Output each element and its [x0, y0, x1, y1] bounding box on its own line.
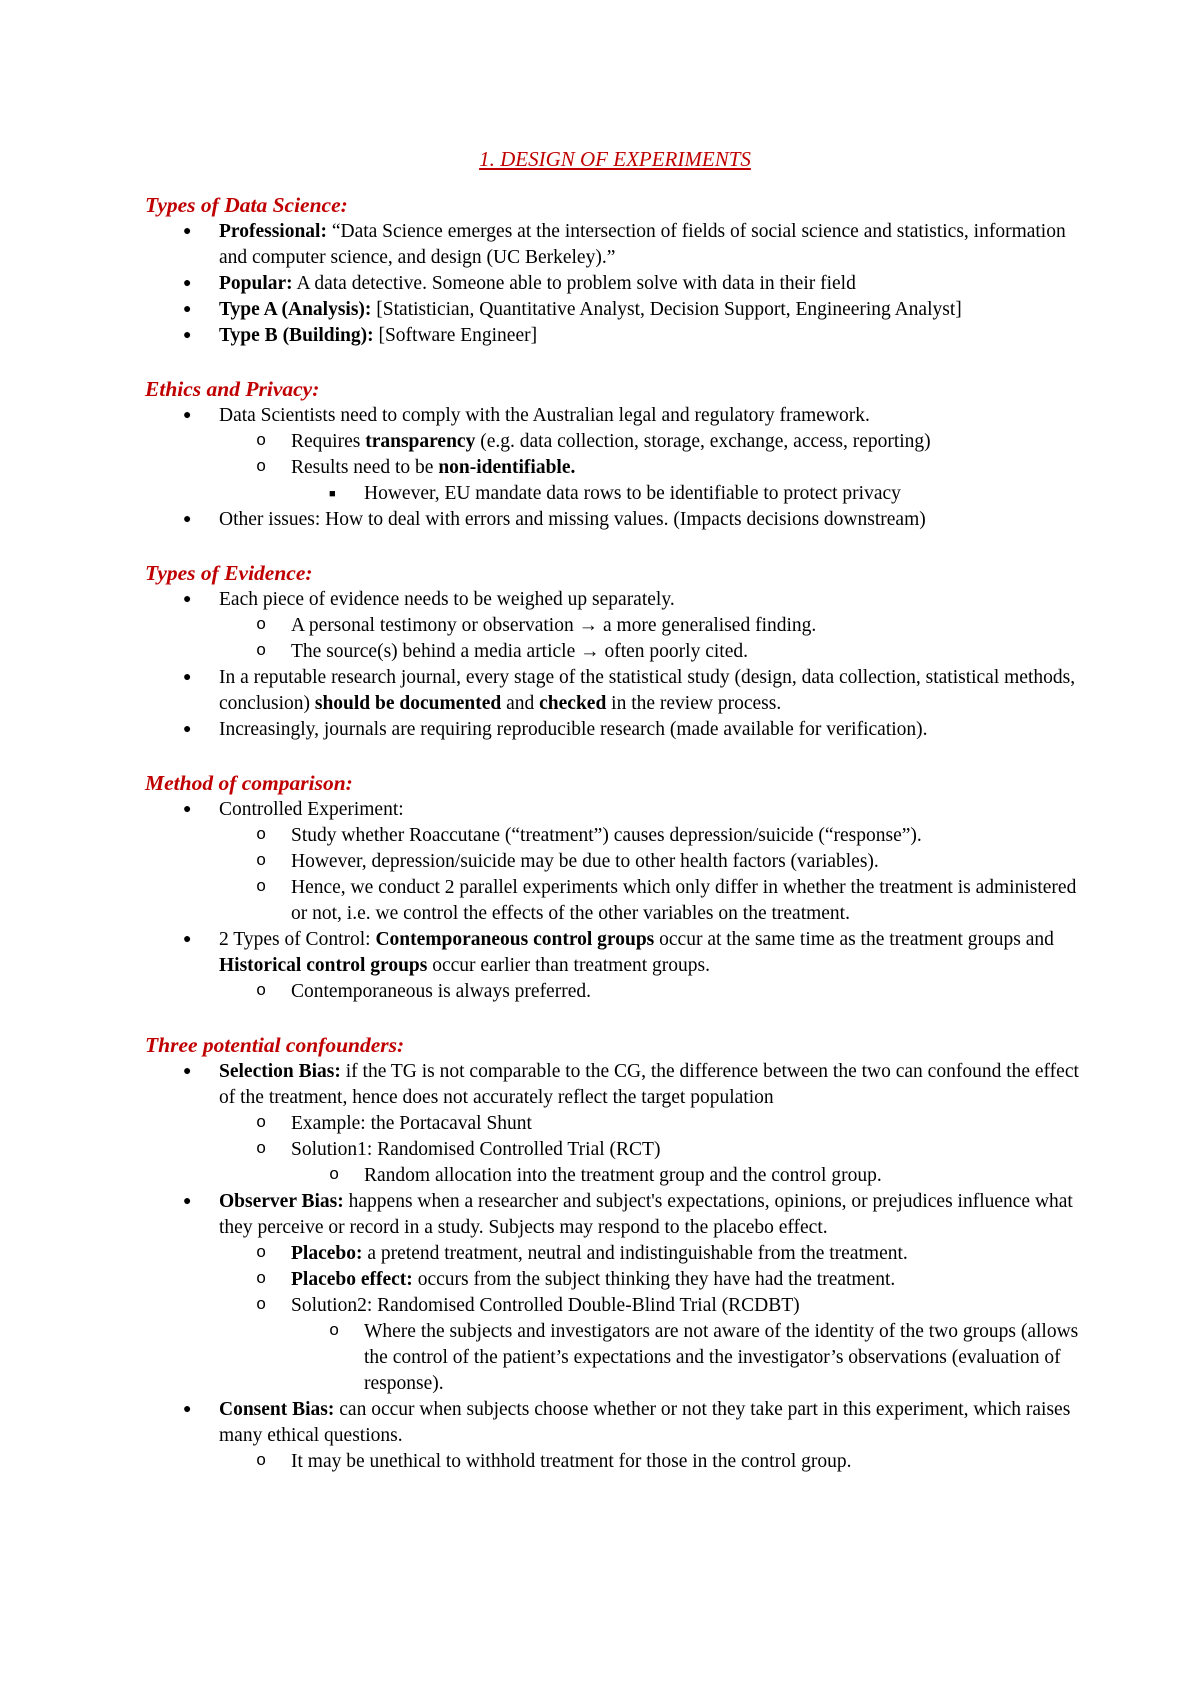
text-run: Contemporaneous is always preferred. [291, 981, 591, 1002]
circle-bullet-icon: o [256, 852, 267, 871]
circle-bullet-icon: o [256, 616, 267, 635]
list-item [145, 797, 1085, 823]
list-item [145, 979, 1085, 1005]
section-heading: Method of comparison: [145, 771, 353, 795]
list-item [145, 1059, 1085, 1111]
section [145, 191, 1085, 349]
square-bullet-icon: o [329, 1166, 340, 1185]
text-run: Solution2: Randomised Controlled Double-Blind Trial (RCDBT) [291, 1295, 800, 1316]
text-run: “Data Science emerges at the intersection of fields of social science and statistics, information and computer science, and design (UC Berkeley).” [219, 221, 1066, 268]
bullet-icon: ● [183, 932, 192, 947]
list-item [145, 639, 1085, 665]
text-run: Random allocation into the treatment group and the control group. [364, 1165, 882, 1186]
list-item [145, 1189, 1085, 1241]
sections-container [145, 191, 1085, 1475]
circle-bullet-icon: o [256, 1452, 267, 1471]
text-run: Results need to be [291, 457, 439, 478]
bullet-icon: ● [183, 670, 192, 685]
bold-text: Placebo effect: [291, 1269, 413, 1290]
text-run: occur earlier than treatment groups. [427, 955, 710, 976]
bold-text: transparency [365, 431, 476, 452]
list-item [145, 927, 1085, 979]
bold-text: Historical control groups [219, 955, 428, 976]
circle-bullet-icon: o [256, 878, 267, 897]
text-run: It may be unethical to withhold treatment for those in the control group. [291, 1451, 852, 1472]
bold-text: Contemporaneous control groups [375, 929, 655, 950]
list-item [145, 875, 1085, 927]
bold-text: non-identifiable. [438, 457, 576, 478]
text-run: A data detective. Someone able to problem solve with data in their field [292, 273, 856, 294]
text-run: Where the subjects and investigators are not aware of the identity of the two groups (allows the control of the patient’s expectations and the investigator’s observations (evaluation of response). [364, 1321, 1079, 1394]
text-run: However, EU mandate data rows to be identifiable to protect privacy [364, 483, 901, 504]
bold-text: Type A (Analysis): [219, 299, 372, 320]
text-run: can occur when subjects choose whether or not they take part in this experiment, which raises many ethical questions. [219, 1399, 1071, 1446]
text-run: happens when a researcher and subject's expectations, opinions, or prejudices influence what they perceive or record in a study. Subjects may respond to the placebo effect. [219, 1191, 1073, 1238]
bullet-icon: ● [183, 592, 192, 607]
list-item [145, 823, 1085, 849]
list-item [145, 219, 1085, 271]
text-run: Solution1: Randomised Controlled Trial (RCT) [291, 1139, 661, 1160]
text-run: The source(s) behind a media article → often poorly cited. [291, 641, 748, 662]
bullet-list [145, 1059, 1085, 1475]
list-item [145, 1137, 1085, 1163]
list-item [145, 271, 1085, 297]
text-run: Increasingly, journals are requiring reproducible research (made available for verification). [219, 719, 928, 740]
text-run: In a reputable research journal, every stage of the statistical study (design, data collection, statistical methods, conclusion) [219, 667, 1076, 714]
text-run: in the review process. [606, 693, 782, 714]
section [145, 769, 1085, 1005]
text-run: Hence, we conduct 2 parallel experiments which only differ in whether the treatment is administered or not, i.e. we control the effects of the other variables on the treatment. [291, 877, 1077, 924]
text-run: [Software Engineer] [373, 325, 538, 346]
text-run: Study whether Roaccutane (“treatment”) causes depression/suicide (“response”). [291, 825, 922, 846]
list-item [145, 1449, 1085, 1475]
circle-bullet-icon: o [256, 1114, 267, 1133]
list-item [145, 507, 1085, 533]
list-item [145, 1241, 1085, 1267]
section [145, 375, 1085, 533]
bullet-list [145, 797, 1085, 1005]
list-item [145, 429, 1085, 455]
circle-bullet-icon: o [256, 1244, 267, 1263]
bold-text: Placebo: [291, 1243, 363, 1264]
list-item [145, 1163, 1085, 1189]
bold-text: Type B (Building): [219, 325, 374, 346]
section [145, 1031, 1085, 1475]
list-item [145, 1319, 1085, 1397]
text-run: Data Scientists need to comply with the Australian legal and regulatory framework. [219, 405, 870, 426]
list-item [145, 481, 1085, 507]
text-run: and [501, 693, 540, 714]
circle-bullet-icon: o [256, 432, 267, 451]
text-run: (e.g. data collection, storage, exchange, access, reporting) [475, 431, 931, 452]
bold-text: Selection Bias: [219, 1061, 341, 1082]
document-content [145, 145, 1085, 1501]
square-bullet-icon: o [329, 1322, 340, 1341]
list-item [145, 587, 1085, 613]
circle-bullet-icon: o [256, 642, 267, 661]
list-item [145, 403, 1085, 429]
bullet-list [145, 403, 1085, 533]
bullet-icon: ● [183, 328, 192, 343]
list-item [145, 849, 1085, 875]
bullet-icon: ● [183, 224, 192, 239]
circle-bullet-icon: o [256, 1270, 267, 1289]
bullet-icon: ● [183, 1064, 192, 1079]
list-item [145, 1111, 1085, 1137]
section [145, 559, 1085, 743]
text-run: Controlled Experiment: [219, 799, 404, 820]
bullet-list [145, 587, 1085, 743]
text-run: 2 Types of Control: [219, 929, 376, 950]
circle-bullet-icon: o [256, 1296, 267, 1315]
bold-text: Consent Bias: [219, 1399, 335, 1420]
page-title: 1. DESIGN OF EXPERIMENTS [479, 147, 751, 171]
circle-bullet-icon: o [256, 826, 267, 845]
bullet-icon: ● [183, 276, 192, 291]
bold-text: Popular: [219, 273, 293, 294]
bold-text: should be documented [314, 693, 502, 714]
circle-bullet-icon: o [256, 458, 267, 477]
list-item [145, 323, 1085, 349]
list-item [145, 297, 1085, 323]
list-item [145, 665, 1085, 717]
text-run: Example: the Portacaval Shunt [291, 1113, 532, 1134]
text-run: occurs from the subject thinking they have had the treatment. [412, 1269, 896, 1290]
text-run: A personal testimony or observation → a more generalised finding. [291, 615, 817, 636]
list-item [145, 1397, 1085, 1449]
bullet-icon: ● [183, 302, 192, 317]
bullet-icon: ● [183, 802, 192, 817]
bold-text: Observer Bias: [219, 1191, 344, 1212]
text-run: However, depression/suicide may be due to other health factors (variables). [291, 851, 879, 872]
section-heading: Types of Data Science: [145, 193, 348, 217]
list-item [145, 717, 1085, 743]
section-heading: Types of Evidence: [145, 561, 313, 585]
section-heading: Three potential confounders: [145, 1033, 405, 1057]
bullet-icon: ● [183, 1194, 192, 1209]
bullet-list [145, 219, 1085, 349]
list-item [145, 1267, 1085, 1293]
text-run: Each piece of evidence needs to be weighed up separately. [219, 589, 675, 610]
text-run: occur at the same time as the treatment groups and [654, 929, 1054, 950]
circle-bullet-icon: o [256, 1140, 267, 1159]
text-run: Requires [291, 431, 366, 452]
list-item [145, 613, 1085, 639]
text-run: if the TG is not comparable to the CG, the difference between the two can confound the effect of the treatment, hence does not accurately reflect the target population [219, 1061, 1079, 1108]
square-bullet-icon: ■ [329, 488, 336, 500]
bullet-icon: ● [183, 722, 192, 737]
bold-text: Professional: [219, 221, 327, 242]
text-run: Other issues: How to deal with errors and missing values. (Impacts decisions downstream) [219, 509, 926, 530]
text-run: a pretend treatment, neutral and indistinguishable from the treatment. [362, 1243, 908, 1264]
bold-text: checked [539, 693, 607, 714]
bullet-icon: ● [183, 408, 192, 423]
list-item [145, 455, 1085, 481]
circle-bullet-icon: o [256, 982, 267, 1001]
bullet-icon: ● [183, 1402, 192, 1417]
section-heading: Ethics and Privacy: [145, 377, 320, 401]
bullet-icon: ● [183, 512, 192, 527]
text-run: [Statistician, Quantitative Analyst, Decision Support, Engineering Analyst] [371, 299, 962, 320]
list-item [145, 1293, 1085, 1319]
